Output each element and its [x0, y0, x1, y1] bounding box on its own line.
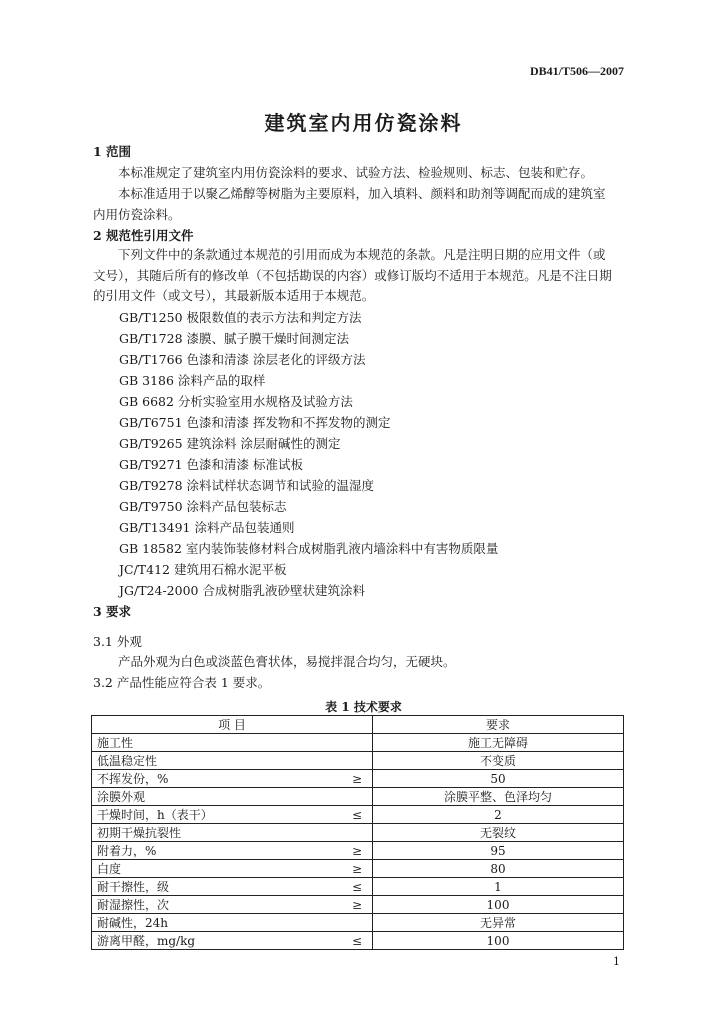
subsection-3-1-heading: 3.1 外观 — [93, 634, 142, 649]
table-row — [92, 752, 624, 770]
reference-item: GB/T6751 色漆和清漆 挥发物和不挥发物的测定 — [119, 415, 391, 430]
cell-requirement: 95 — [373, 842, 624, 860]
cell-requirement: 涂膜平整、色泽均匀 — [373, 788, 624, 806]
cell-symbol: ≤ — [342, 878, 373, 896]
table-row — [92, 896, 624, 914]
table-row — [92, 734, 624, 752]
reference-item: GB/T13491 涂料产品包装通则 — [119, 520, 295, 535]
cell-requirement: 2 — [373, 806, 624, 824]
table-row — [92, 770, 624, 788]
table-row — [92, 860, 624, 878]
cell-requirement: 80 — [373, 860, 624, 878]
reference-item: JG/T24-2000 合成树脂乳液砂壁状建筑涂料 — [119, 583, 365, 598]
cell-item: 初期干燥抗裂性 — [92, 824, 343, 842]
cell-symbol: ≥ — [342, 842, 373, 860]
cell-symbol: ≥ — [342, 860, 373, 878]
reference-item: GB 6682 分析实验室用水规格及试验方法 — [119, 394, 353, 409]
cell-item: 附着力，% — [92, 842, 343, 860]
section-2-para: 下列文件中的条款通过本规范的引用而成为本规范的条款。凡是注明日期的应用文件（或 — [118, 247, 606, 262]
section-3-1-para: 产品外观为白色或淡蓝色膏状体，易搅拌混合均匀，无硬块。 — [118, 654, 456, 669]
cell-symbol — [342, 734, 373, 752]
cell-symbol — [342, 824, 373, 842]
cell-requirement: 施工无障碍 — [373, 734, 624, 752]
table-row — [92, 806, 624, 824]
cell-symbol: ≥ — [342, 770, 373, 788]
subsection-3-2-heading: 3.2 产品性能应符合表 1 要求。 — [93, 675, 271, 690]
cell-symbol: ≤ — [342, 932, 373, 950]
cell-symbol: ≤ — [342, 806, 373, 824]
table-row — [92, 788, 624, 806]
section-2-para: 的引用文件（或文号），其最新版本适用于本规范。 — [93, 288, 375, 303]
cell-requirement: 无异常 — [373, 914, 624, 932]
standard-number: DB41/T506—2007 — [529, 64, 624, 78]
table-row — [92, 932, 624, 950]
cell-item: 不挥发份，% — [92, 770, 343, 788]
page-title: 建筑室内用仿瓷涂料 — [264, 111, 463, 135]
section-1-para: 本标准规定了建筑室内用仿瓷涂料的要求、试验方法、检验规则、标志、包装和贮存。 — [118, 165, 594, 180]
cell-item: 低温稳定性 — [92, 752, 343, 770]
cell-item: 耐碱性，24h — [92, 914, 343, 932]
cell-requirement: 50 — [373, 770, 624, 788]
cell-requirement: 100 — [373, 932, 624, 950]
requirements-table — [91, 715, 624, 950]
reference-item: GB/T9271 色漆和清漆 标准试板 — [119, 457, 303, 472]
cell-item: 耐干擦性，级 — [92, 878, 343, 896]
reference-item: GB/T1250 极限数值的表示方法和判定方法 — [119, 310, 362, 325]
reference-item: GB/T1728 漆膜、腻子膜干燥时间测定法 — [119, 331, 350, 346]
section-2-para: 文号），其随后所有的修改单（不包括勘误的内容）或修订版均不适用于本规范。凡是不注日期 — [93, 268, 612, 283]
reference-item: JC/T412 建筑用石棉水泥平板 — [119, 562, 287, 577]
table-row — [92, 878, 624, 896]
section-1-para: 本标准适用于以聚乙烯醇等树脂为主要原料，加入填料、颜料和助剂等调配而成的建筑室 — [118, 186, 606, 201]
cell-symbol: ≥ — [342, 896, 373, 914]
cell-item: 施工性 — [92, 734, 343, 752]
section-2-heading: 2 规范性引用文件 — [93, 228, 194, 243]
cell-symbol — [342, 914, 373, 932]
cell-requirement: 1 — [373, 878, 624, 896]
reference-item: GB/T9265 建筑涂料 涂层耐碱性的测定 — [119, 436, 341, 451]
table-header-row — [92, 716, 624, 734]
cell-item: 干燥时间，h（表干） — [92, 806, 343, 824]
page-number: 1 — [613, 955, 620, 968]
cell-item: 白度 — [92, 860, 343, 878]
cell-requirement: 无裂纹 — [373, 824, 624, 842]
table-row — [92, 824, 624, 842]
cell-item: 耐湿擦性，次 — [92, 896, 343, 914]
reference-item: GB 18582 室内装饰装修材料合成树脂乳液内墙涂料中有害物质限量 — [119, 541, 499, 556]
cell-item: 游离甲醛，mg/kg — [92, 932, 343, 950]
section-1-heading: 1 范围 — [93, 144, 132, 159]
table-row — [92, 842, 624, 860]
col-header-item: 项 目 — [92, 716, 373, 734]
cell-symbol — [342, 788, 373, 806]
cell-item: 涂膜外观 — [92, 788, 343, 806]
reference-item: GB/T1766 色漆和清漆 涂层老化的评级方法 — [119, 352, 366, 367]
cell-symbol — [342, 752, 373, 770]
cell-requirement: 不变质 — [373, 752, 624, 770]
reference-item: GB/T9750 涂料产品包装标志 — [119, 499, 287, 514]
section-3-heading: 3 要求 — [93, 604, 132, 619]
section-1-para: 内用仿瓷涂料。 — [93, 207, 181, 222]
reference-item: GB 3186 涂料产品的取样 — [119, 373, 266, 388]
cell-requirement: 100 — [373, 896, 624, 914]
table-caption: 表 1 技术要求 — [325, 700, 402, 714]
table-row — [92, 914, 624, 932]
reference-item: GB/T9278 涂料试样状态调节和试验的温湿度 — [119, 478, 375, 493]
col-header-requirement: 要求 — [373, 716, 624, 734]
